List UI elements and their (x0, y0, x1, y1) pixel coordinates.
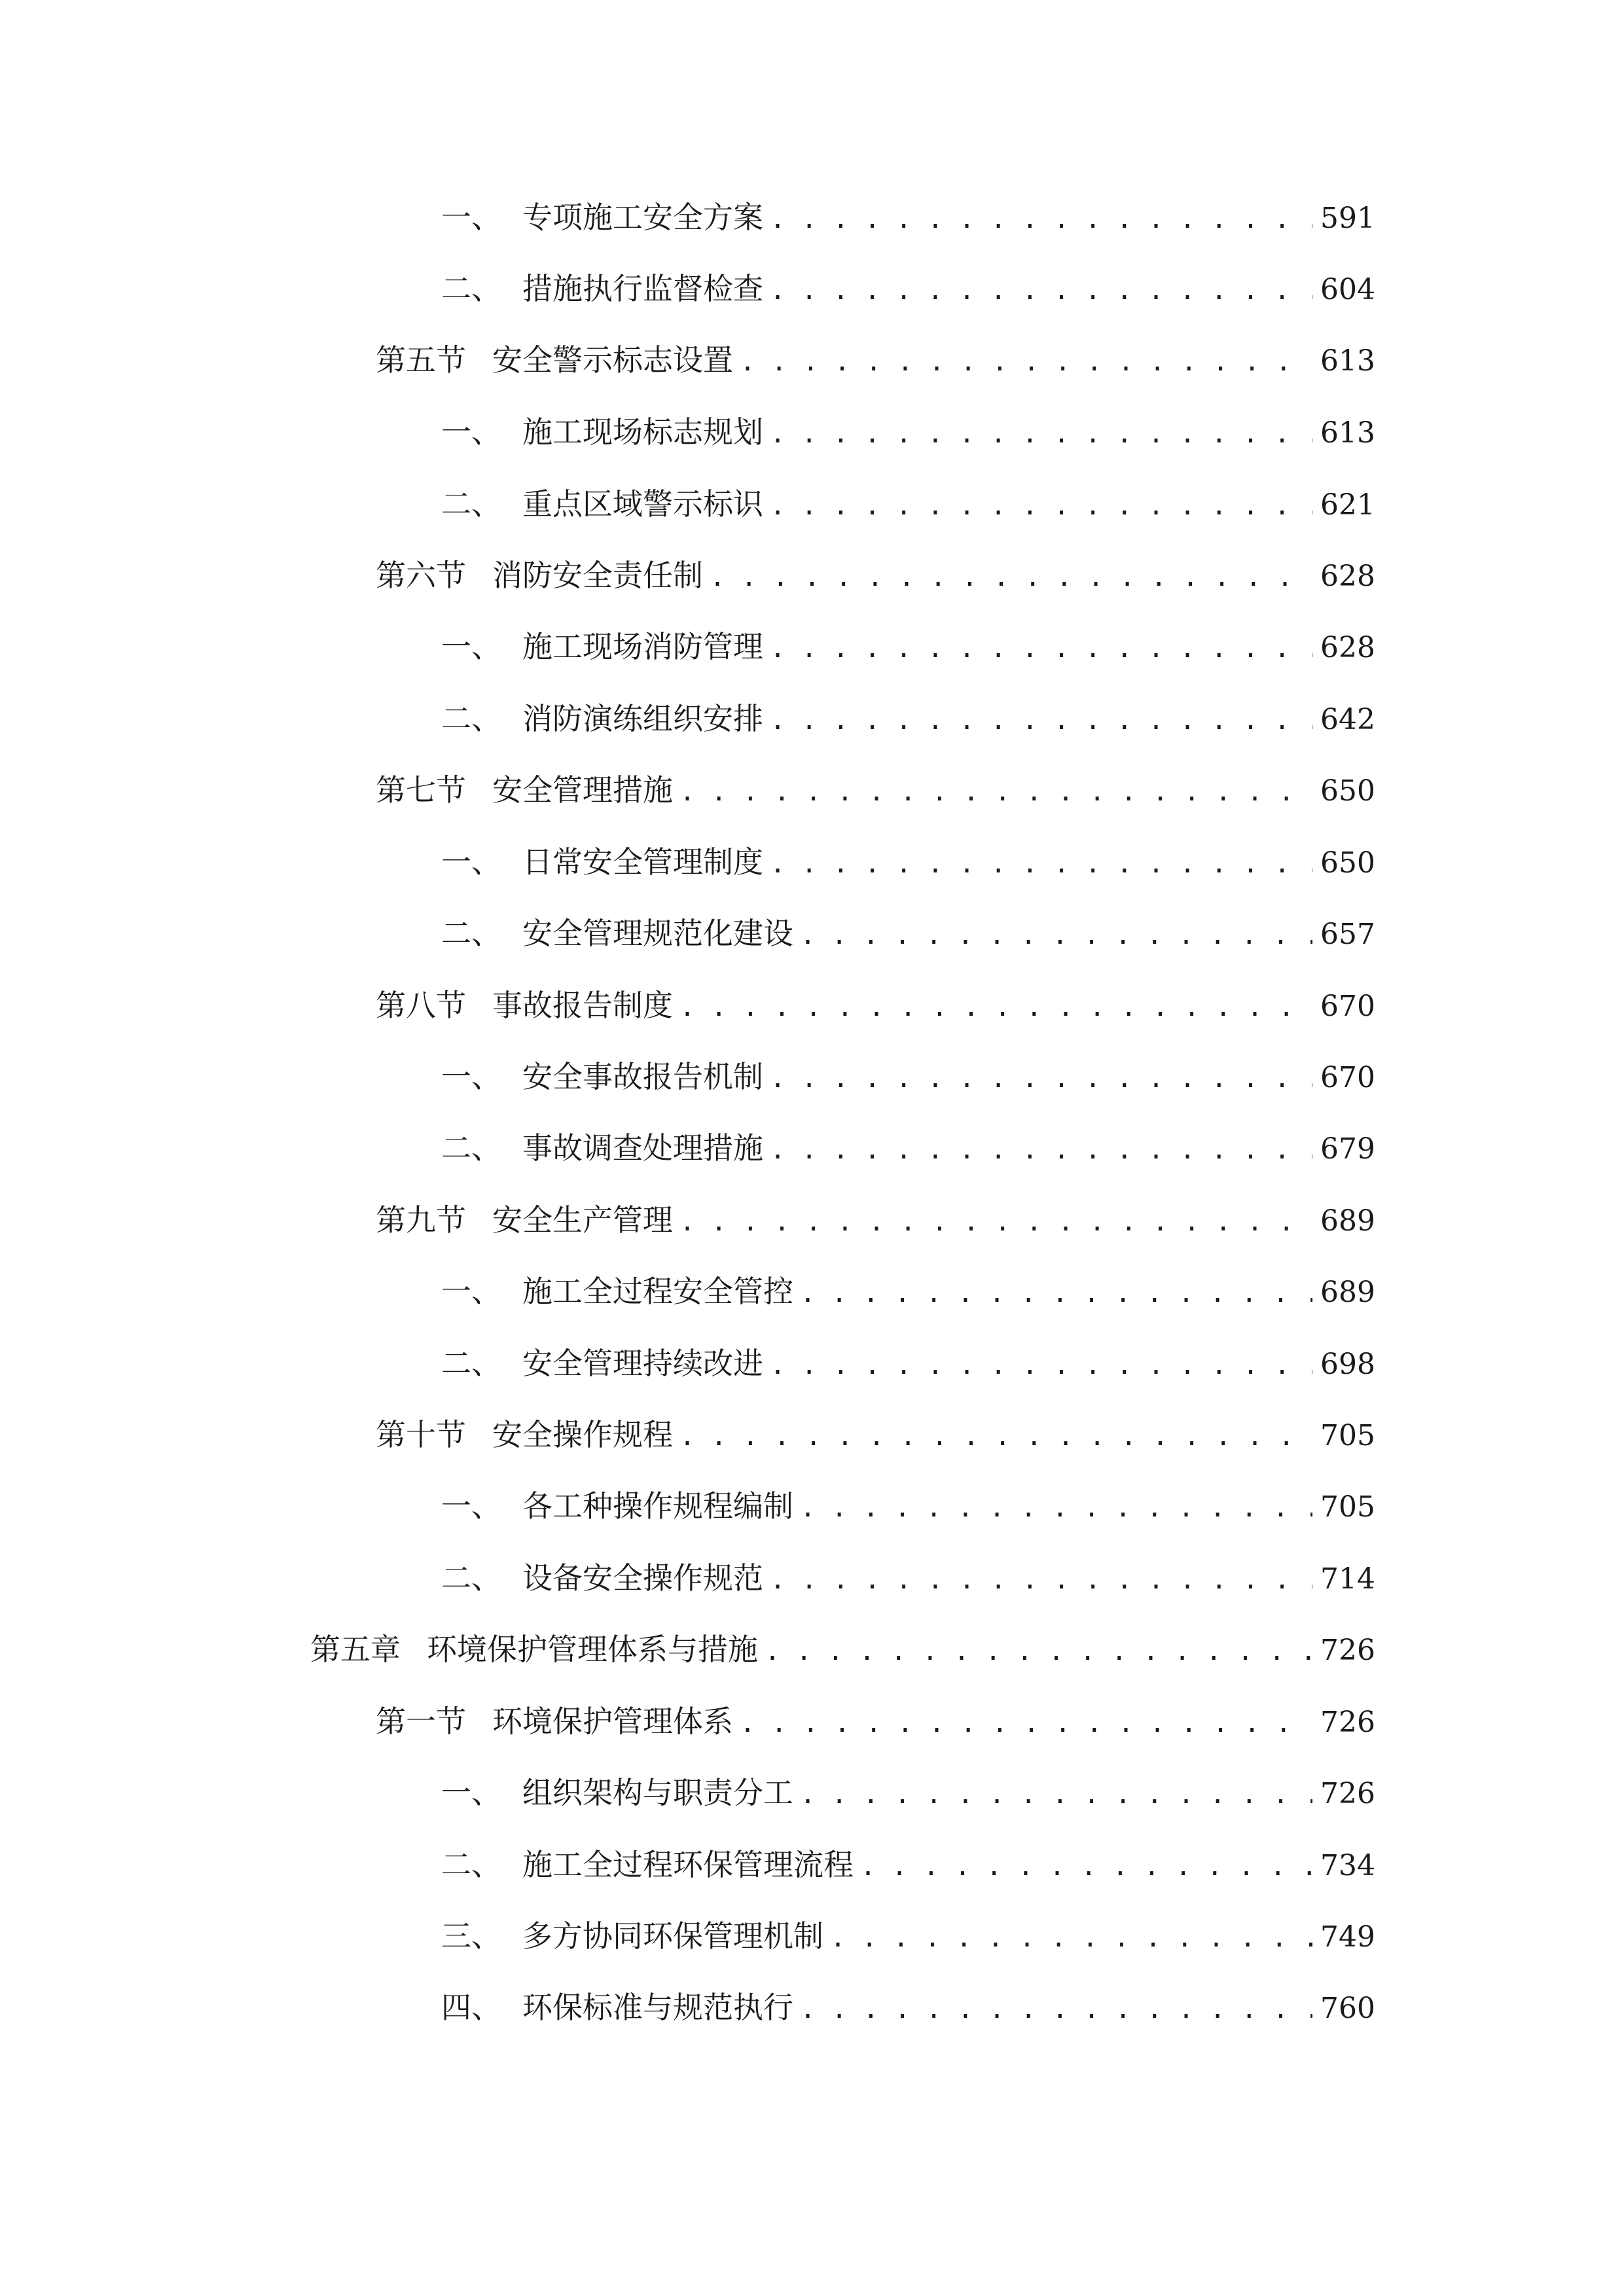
toc-entry-title: 组织架构与职责分工 (522, 1775, 793, 1810)
toc-entry-number: 三、 (441, 1918, 501, 1954)
dot-leader (679, 766, 1312, 818)
toc-entry-number: 二、 (441, 916, 501, 951)
toc-entry-label (376, 549, 703, 601)
toc-entry-title: 安全事故报告机制 (522, 1059, 763, 1094)
toc-entry-label (441, 191, 763, 243)
toc-entry-label (441, 1981, 793, 2034)
toc-entry-number: 一、 (441, 629, 501, 664)
toc-entry-number: 二、 (441, 1847, 501, 1882)
toc-entry-title: 环保标准与规范执行 (522, 1990, 793, 2025)
toc-entry-title: 环境保护管理体系与措施 (427, 1632, 758, 1667)
toc-entry-label (441, 262, 763, 315)
toc-entry-label (376, 1194, 673, 1246)
toc-entry-title: 各工种操作规程编制 (522, 1488, 793, 1524)
dot-leader (740, 1697, 1312, 1749)
dot-leader (679, 1196, 1312, 1248)
toc-entry-page: 591 (1320, 202, 1375, 235)
toc-entry-label (441, 1552, 763, 1604)
toc-entry[interactable] (441, 907, 1375, 960)
toc-entry-label (441, 1480, 793, 1532)
dot-leader (830, 1912, 1312, 1964)
toc-entry-title: 安全操作规程 (492, 1417, 673, 1452)
dot-leader (740, 336, 1312, 388)
toc-entry-page: 705 (1320, 1490, 1375, 1524)
toc-entry-title: 安全管理措施 (492, 772, 673, 808)
toc-entry-page: 650 (1320, 774, 1375, 808)
toc-entry-label (441, 478, 763, 530)
toc-entry[interactable] (441, 262, 1375, 315)
toc-entry-number: 一、 (441, 1059, 501, 1094)
toc-entry-page: 628 (1320, 631, 1375, 664)
toc-entry-title: 环境保护管理体系 (492, 1704, 733, 1739)
toc-entry-number: 第一节 (376, 1704, 466, 1739)
toc-entry[interactable] (310, 1623, 1375, 1676)
toc-entry-number: 四、 (441, 1990, 501, 2025)
toc-entry-title: 施工现场标志规划 (522, 414, 763, 450)
toc-entry[interactable] (441, 836, 1375, 888)
toc-entry-page: 726 (1320, 1706, 1375, 1739)
toc-entry-page: 698 (1320, 1348, 1375, 1381)
toc-entry-title: 施工全过程环保管理流程 (522, 1847, 854, 1882)
toc-entry-label (376, 764, 673, 816)
dot-leader (770, 622, 1312, 675)
toc-entry-number: 一、 (441, 200, 501, 235)
toc-entry-page: 613 (1320, 416, 1375, 450)
toc-entry[interactable] (441, 478, 1375, 530)
toc-entry-title: 施工现场消防管理 (522, 629, 763, 664)
toc-entry-number: 一、 (441, 1274, 501, 1309)
toc-entry[interactable] (376, 1194, 1375, 1246)
toc-entry[interactable] (441, 406, 1375, 458)
toc-entry[interactable] (441, 1552, 1375, 1604)
toc-entry-title: 安全管理持续改进 (522, 1346, 763, 1381)
toc-entry-page: 670 (1320, 1061, 1375, 1094)
toc-entry-label (376, 1408, 673, 1461)
dot-leader (770, 480, 1312, 532)
toc-entry[interactable] (441, 1981, 1375, 2034)
dot-leader (800, 1482, 1312, 1534)
toc-entry-page: 726 (1320, 1634, 1375, 1667)
toc-entry[interactable] (441, 1050, 1375, 1103)
toc-entry[interactable] (376, 1408, 1375, 1461)
toc-entry-number: 第五节 (376, 342, 466, 378)
toc-entry-label (441, 836, 763, 888)
toc-entry-title: 消防演练组织安排 (522, 701, 763, 736)
toc-entry[interactable] (441, 1480, 1375, 1532)
toc-entry-title: 多方协同环保管理机制 (522, 1918, 823, 1954)
toc-entry-page: 657 (1320, 918, 1375, 951)
toc-entry-title: 安全警示标志设置 (492, 342, 733, 378)
toc-entry-title: 重点区域警示标识 (522, 486, 763, 522)
toc-entry-page: 689 (1320, 1204, 1375, 1238)
toc-entry[interactable] (441, 692, 1375, 745)
toc-entry[interactable] (441, 1910, 1375, 1962)
dot-leader (770, 1554, 1312, 1606)
toc-entry-number: 第六节 (376, 558, 466, 593)
toc-entry-title: 施工全过程安全管控 (522, 1274, 793, 1309)
toc-entry[interactable] (441, 191, 1375, 243)
toc-entry-page: 613 (1320, 344, 1375, 378)
toc-entry-label (441, 620, 763, 673)
toc-entry-number: 第九节 (376, 1202, 466, 1238)
toc-entry[interactable] (441, 1767, 1375, 1819)
toc-entry-label (441, 1050, 763, 1103)
dot-leader (770, 408, 1312, 460)
toc-entry-page: 642 (1320, 703, 1375, 736)
toc-entry-page: 679 (1320, 1132, 1375, 1166)
toc-entry-label (376, 334, 733, 386)
toc-entry-number: 第十节 (376, 1417, 466, 1452)
toc-entry-label (441, 692, 763, 745)
toc-entry[interactable] (441, 1265, 1375, 1318)
toc-entry-number: 二、 (441, 701, 501, 736)
toc-entry-page: 628 (1320, 560, 1375, 593)
toc-entry-page: 670 (1320, 990, 1375, 1023)
dot-leader (679, 981, 1312, 1033)
dot-leader (679, 1410, 1312, 1463)
toc-entry[interactable] (441, 620, 1375, 673)
dot-leader (800, 1983, 1312, 2036)
dot-leader (770, 264, 1312, 317)
toc-entry-label (376, 979, 673, 1031)
toc-entry-label (441, 406, 763, 458)
dot-leader (770, 1339, 1312, 1391)
toc-entry-title: 事故调查处理措施 (522, 1130, 763, 1166)
toc-entry-title: 安全生产管理 (492, 1202, 673, 1238)
toc-entry-page: 604 (1320, 273, 1375, 306)
toc-entry-title: 日常安全管理制度 (522, 844, 763, 880)
toc-entry[interactable] (376, 979, 1375, 1031)
toc-entry-label (310, 1623, 758, 1676)
toc-entry-number: 第七节 (376, 772, 466, 808)
toc-entry-label (441, 1265, 793, 1318)
toc-entry-label (441, 907, 793, 960)
dot-leader (770, 694, 1312, 747)
toc-entry-page: 689 (1320, 1276, 1375, 1309)
dot-leader (770, 1124, 1312, 1176)
toc-entry-title: 安全管理规范化建设 (522, 916, 793, 951)
toc-entry-label (441, 1337, 763, 1390)
toc-entry-label (441, 1839, 854, 1891)
toc-entry-number: 二、 (441, 486, 501, 522)
toc-entry-page: 734 (1320, 1849, 1375, 1882)
toc-entry-number: 一、 (441, 414, 501, 450)
dot-leader (800, 1267, 1312, 1319)
dot-leader (765, 1625, 1312, 1677)
toc-entry-title: 消防安全责任制 (492, 558, 703, 593)
toc-entry-page: 760 (1320, 1992, 1375, 2025)
toc-entry[interactable] (376, 549, 1375, 601)
toc-entry-page: 726 (1320, 1777, 1375, 1810)
dot-leader (860, 1840, 1312, 1893)
toc-entry-number: 二、 (441, 1560, 501, 1596)
toc-entry-label (441, 1910, 823, 1962)
toc-entry-label (376, 1695, 733, 1748)
dot-leader (710, 551, 1312, 603)
toc-entry-number: 二、 (441, 1346, 501, 1381)
toc-entry-page: 650 (1320, 846, 1375, 880)
toc-entry-label (441, 1767, 793, 1819)
toc-entry-title: 专项施工安全方案 (522, 200, 763, 235)
toc-entry[interactable] (376, 1695, 1375, 1748)
toc-entry-number: 第五章 (310, 1632, 401, 1667)
toc-entry[interactable] (376, 334, 1375, 386)
toc-entry-number: 二、 (441, 271, 501, 306)
toc-entry-title: 事故报告制度 (492, 988, 673, 1023)
dot-leader (800, 909, 1312, 961)
toc-entry-page: 621 (1320, 488, 1375, 522)
toc-entry-title: 设备安全操作规范 (522, 1560, 763, 1596)
toc-entry-number: 一、 (441, 1488, 501, 1524)
toc-entry[interactable] (441, 1337, 1375, 1390)
dot-leader (770, 193, 1312, 245)
toc-entry-number: 一、 (441, 1775, 501, 1810)
toc-entry-page: 714 (1320, 1562, 1375, 1596)
toc-entry-label (441, 1122, 763, 1174)
dot-leader (800, 1768, 1312, 1821)
dot-leader (770, 838, 1312, 890)
toc-entry-number: 一、 (441, 844, 501, 880)
toc-entry-page: 705 (1320, 1419, 1375, 1452)
toc-entry-number: 第八节 (376, 988, 466, 1023)
toc-entry-page: 749 (1320, 1920, 1375, 1954)
toc-entry-title: 措施执行监督检查 (522, 271, 763, 306)
toc-entry[interactable] (441, 1839, 1375, 1891)
toc-entry-number: 二、 (441, 1130, 501, 1166)
toc-entry[interactable] (376, 764, 1375, 816)
dot-leader (770, 1052, 1312, 1105)
toc-entry[interactable] (441, 1122, 1375, 1174)
